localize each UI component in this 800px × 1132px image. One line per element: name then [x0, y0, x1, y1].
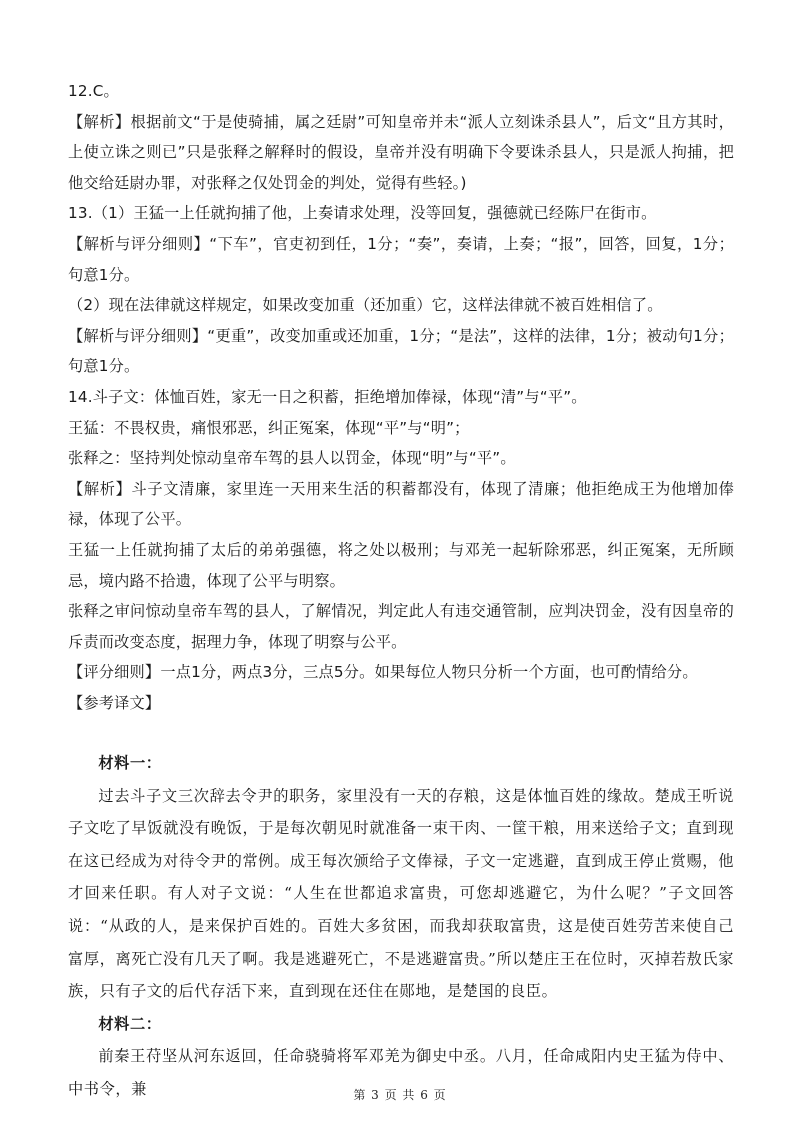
q13-part1-answer: 13.（1）王猛一上任就拘捕了他，上奏请求处理，没等回复，强德就已经陈尸在街市。 — [68, 204, 657, 223]
material1-heading: 材料一： — [98, 754, 162, 772]
q14-ziwen-answer: 14.斗子文：体恤百姓，家无一日之积蓄，拒绝增加俸禄，体现“清”与“平”。 — [68, 387, 587, 406]
q12-answer: 12.C。 — [68, 82, 119, 100]
material2-text: 前秦王苻坚从河东返回，任命骁骑将军邓羌为御史中丞。八月，任命咸阳内史王猛为侍中、中书令，兼 — [68, 1047, 734, 1098]
q14-analysis-wangmeng: 王猛一上任就拘捕了太后的弟弟强德，将之处以极刑；与邓羌一起斩除邪恶，纠正冤案，无所顾忌，境内路不拾遗，体现了公平与明察。 — [68, 540, 734, 590]
page-footer — [0, 1086, 800, 1103]
reference-translation — [68, 747, 734, 1106]
q14-scoring: 【评分细则】一点1分，两点3分，三点5分。如果每位人物只分析一个方面，也可酌情给分。 — [68, 663, 698, 682]
material1-text: 过去斗子文三次辞去令尹的职务，家里没有一天的存粮，这是体恤百姓的缘故。楚成王听说子文吃了早饭就没有晚饭，于是每次朝见时就准备一束干肉、一筐干粮，用来送给子文；直到现在这已经成为对待令尹的常例。成王每次颁给子文俸禄，子文一定逃避，直到成王停止赏赐，他才回来任职。有人对子文说：“人生在世都追求富贵，可您却逃避它，为什么呢？”子文回答说：“从政的人，是来保护百姓的。百姓大多贫困，而我却获取富贵，这是使百姓劳苦来使自己富厚，离死亡没有几天了啊。我是逃避死亡，不是逃避富贵。”所以楚庄王在位时，灭掉若敖氏家族，只有子文的后代存活下来，直到现在还住在郧地，是楚国的良臣。 — [68, 786, 734, 1001]
q14-wangmeng-answer: 王猛：不畏权贵，痛恨邪恶，纠正冤案，体现“平”与“明”； — [68, 418, 470, 437]
q14-zhangshizhi-answer: 张释之：坚持判处惊动皇帝车驾的县人以罚金，体现“明”与“平”。 — [68, 449, 516, 468]
q13-part1-scoring: 【解析与评分细则】“下车”，官吏初到任，1分；“奏”，奏请，上奏；“报”，回答，回复，1分；句意1分。 — [68, 234, 734, 284]
q14-analysis-zhangshizhi: 张释之审问惊动皇帝车驾的县人，了解情况，判定此人有违交通管制，应判决罚金，没有因皇帝的斥责而改变态度，据理力争，体现了明察与公平。 — [68, 602, 734, 651]
translation-label: 【参考译文】 — [68, 693, 161, 712]
page-indicator: 第 3 页 共 6 页 — [353, 1088, 447, 1102]
q12-analysis: 【解析】根据前文“于是使骑捕，属之廷尉”可知皇帝并未“派人立刻诛杀县人”，后文“且方其时，上使立诛之则已”只是张释之解释时的假设，皇帝并没有明确下令要诛杀县人，只是派人拘捕，把他交给廷尉办罪，对张释之仅处罚金的判处，觉得有些轻。) — [68, 112, 734, 192]
material2-heading: 材料二： — [98, 1014, 162, 1033]
answer-key-section — [68, 76, 734, 718]
q14-analysis-ziwen: 【解析】斗子文清廉，家里连一天用来生活的积蓄都没有，体现了清廉；他拒绝成王为他增加俸禄，体现了公平。 — [68, 479, 734, 529]
q13-part2-scoring: 【解析与评分细则】“更重”，改变加重或还加重，1分；“是法”，这样的法律，1分；被动句1分；句意1分。 — [68, 326, 734, 376]
q13-part2-answer: （2）现在法律就这样规定，如果改变加重（还加重）它，这样法律就不被百姓相信了。 — [68, 296, 663, 315]
